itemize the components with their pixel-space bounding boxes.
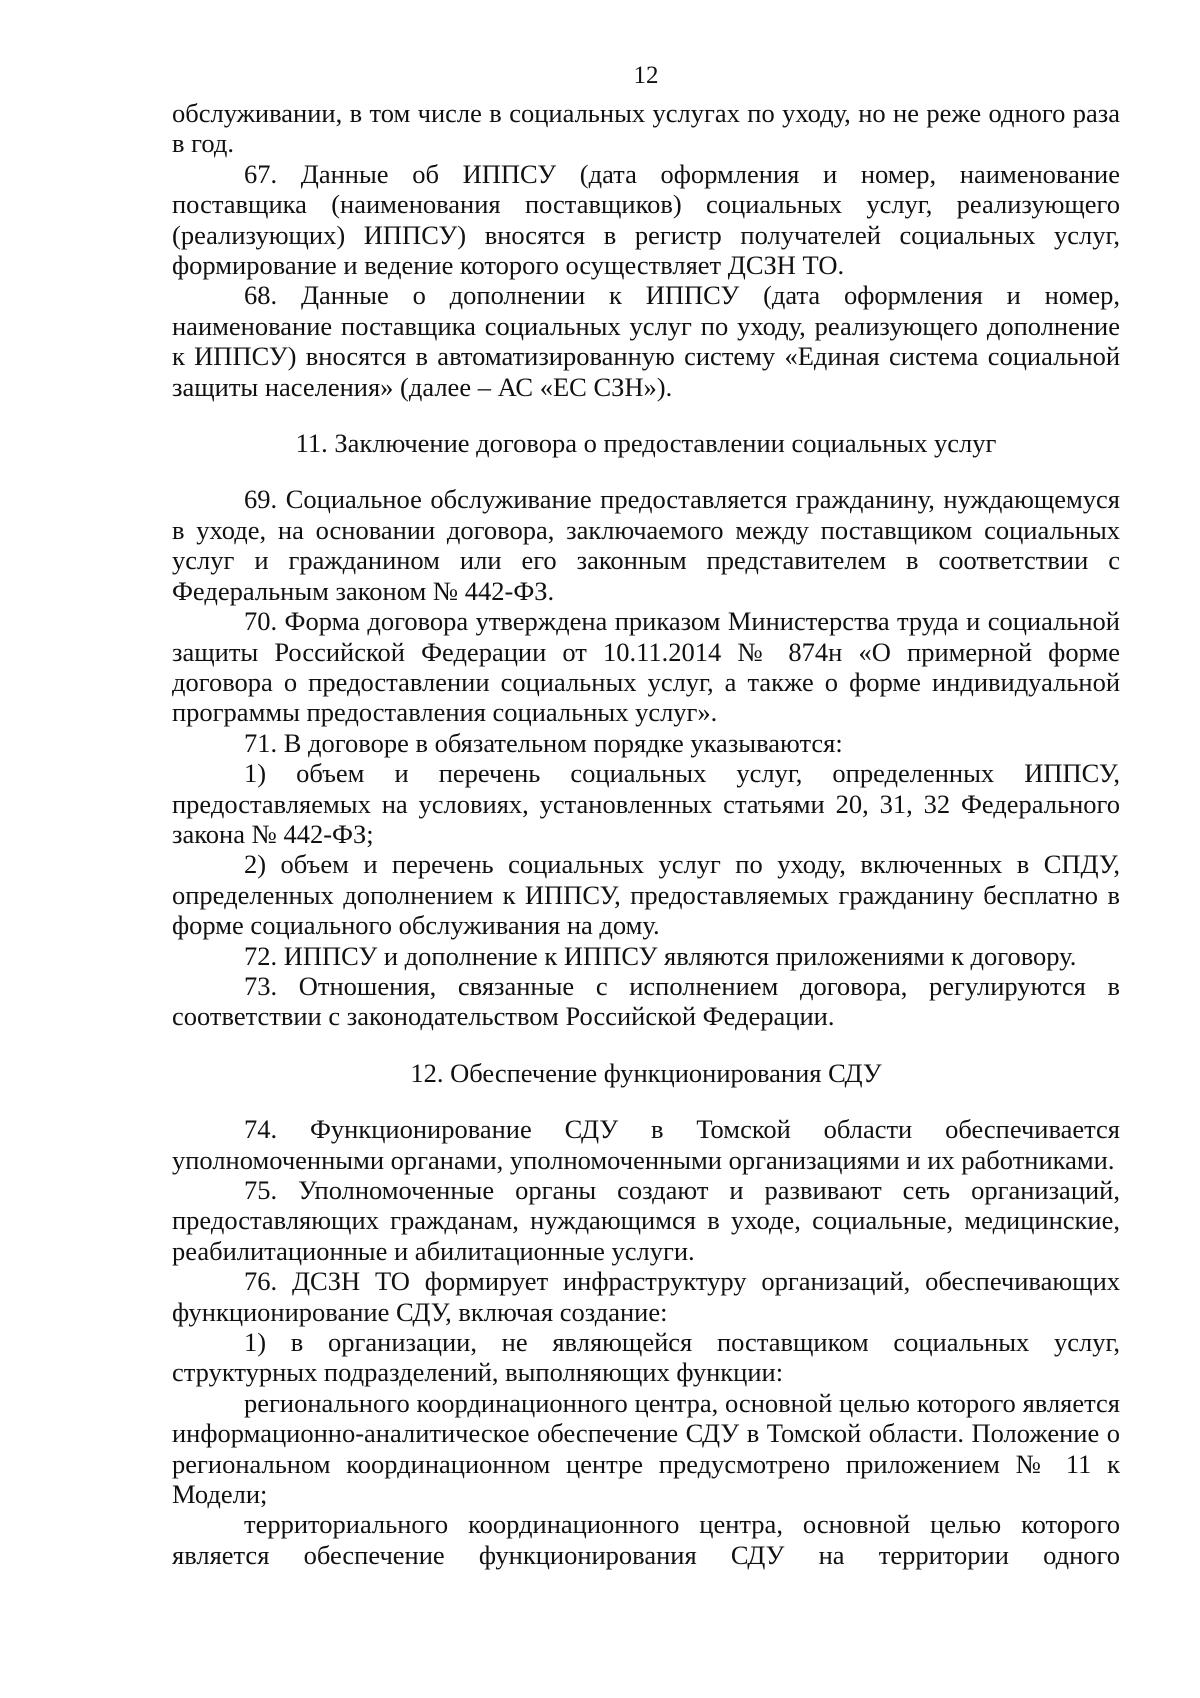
- paragraph-69: 69. Социальное обслуживание предоставляется гражданину, нуждающемуся в уходе, на основании договора, заключаемого между поставщиком социальных услуг и гражданином или его законным представителем в соответствии с Федеральным законом № 442-ФЗ.: [172, 484, 1120, 606]
- paragraph-71: 71. В договоре в обязательном порядке указываются:: [244, 727, 843, 758]
- section-heading-11: 11. Заключение договора о предоставлении социальных услуг: [295, 428, 997, 459]
- paragraph-72: 72. ИППСУ и дополнение к ИППСУ являются приложениями к договору.: [244, 940, 1077, 971]
- paragraph-71-item-1: 1) объем и перечень социальных услуг, определенных ИППСУ, предоставляемых на условиях, установленных статьями 20, 31, 32 Федерального закона № 442-ФЗ;: [172, 758, 1120, 849]
- paragraph-territorial-center: территориального координационного центра, основной целью которого является обеспечение функционирования СДУ на территории одного: [172, 1509, 1120, 1570]
- paragraph-regional-center: регионального координационного центра, основной целью которого является информационно-аналитическое обеспечение СДУ в Томской области. Положение о региональном координационном центре предусмотрено приложением № 11 к Модели;: [172, 1387, 1120, 1510]
- paragraph-71-item-2: 2) объем и перечень социальных услуг по уходу, включенных в СПДУ, определенных дополнением к ИППСУ, предоставляемых гражданину бесплатно в форме социального обслуживания на дому.: [172, 849, 1120, 941]
- section-heading-12: 12. Обеспечение функционирования СДУ: [410, 1057, 882, 1088]
- paragraph-continuation: обслуживании, в том числе в социальных услугах по уходу, но не реже одного раза в год.: [172, 98, 1120, 159]
- paragraph-76: 76. ДСЗН ТО формирует инфраструктуру организаций, обеспечивающих функционирование СДУ, включая создание:: [172, 1266, 1120, 1327]
- paragraph-73: 73. Отношения, связанные с исполнением договора, регулируются в соответствии с законодательством Российской Федерации.: [172, 970, 1120, 1032]
- paragraph-74: 74. Функционирование СДУ в Томской области обеспечивается уполномоченными органами, уполномоченными организациями и их работниками.: [172, 1114, 1120, 1175]
- document-page: [172, 60, 1120, 1570]
- paragraph-70: 70. Форма договора утверждена приказом Министерства труда и социальной защиты Российской Федерации от 10.11.2014 № 874н «О примерной форме договора о предоставлении социальных услуг, а также о форме индивидуальной программы предоставления социальных услуг».: [172, 606, 1120, 728]
- paragraph-75: 75. Уполномоченные органы создают и развивают сеть организаций, предоставляющих гражданам, нуждающимся в уходе, социальные, медицинские, реабилитационные и абилитационные услуги.: [172, 1175, 1120, 1266]
- paragraph-76-item-1: 1) в организации, не являющейся поставщиком социальных услуг, структурных подразделений, выполняющих функции:: [172, 1327, 1120, 1388]
- page-number: 12: [633, 62, 659, 89]
- paragraph-67: 67. Данные об ИППСУ (дата оформления и номер, наименование поставщика (наименования поставщиков) социальных услуг, реализующего (реализующих) ИППСУ) вносятся в регистр получателей социальных услуг, формирование и ведение которого осуществляет ДСЗН ТО.: [172, 158, 1120, 281]
- paragraph-68: 68. Данные о дополнении к ИППСУ (дата оформления и номер, наименование поставщика социальных услуг по уходу, реализующего дополнение к ИППСУ) вносятся в автоматизированную систему «Единая система социальной защиты населения» (далее – АС «ЕС СЗН»).: [172, 280, 1120, 402]
